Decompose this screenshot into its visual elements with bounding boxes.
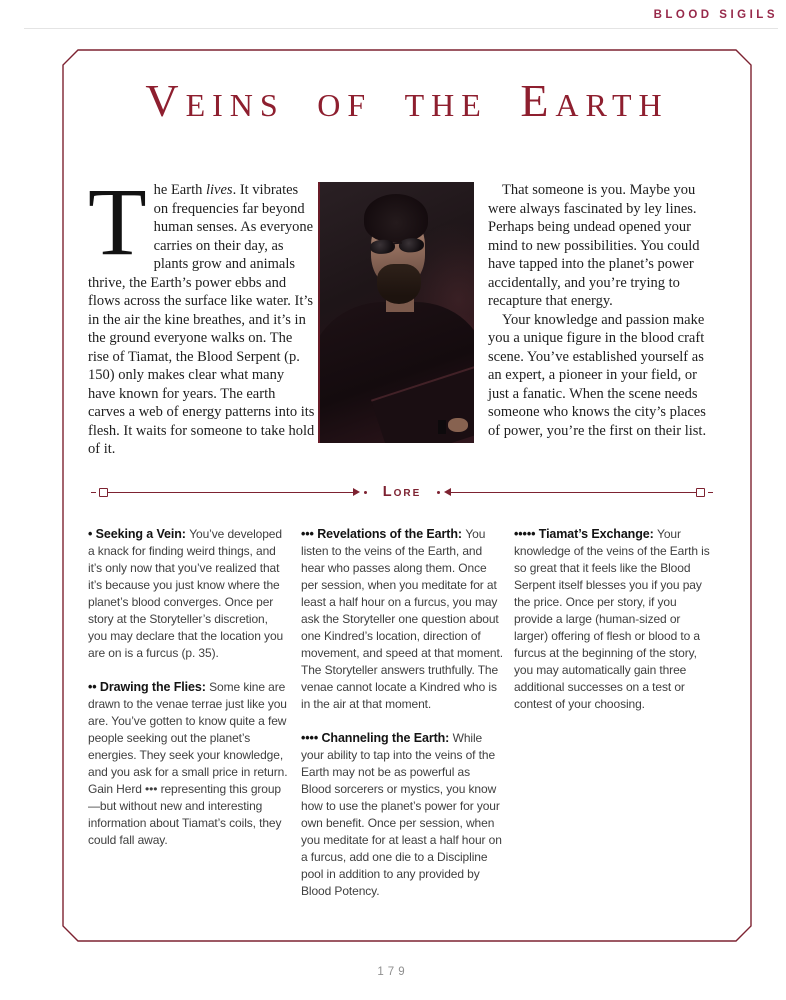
divider-arrow-left-icon [444,488,451,496]
lore-entry: ••• Revelations of the Earth: You listen to the veins of the Earth, and hear who passes along them. Once per session, when you meditate for at least a half hour on a furcus, you may ask the Storyteller one question about one Kindred’s location, direction of movement, and speed at that moment. The Storyteller answers truthfully. The venae cannot locate a Kindred who is in the air at that moment. [301,527,503,711]
lore-entry: • Seeking a Vein: You’ve developed a knack for finding weird things, and it’s only now that you’ve realized that it’s because you just know where the planet’s blood converges. Once per story at the Storyteller’s discretion, you may declare that the location you are on is a furcus (p. 35). [88,527,284,660]
divider-left-line [108,492,353,493]
intro-column-left [88,168,315,459]
running-header: BLOOD SIGILS [653,9,778,21]
lore-entry-heading: • Seeking a Vein: [88,527,190,541]
intro-paragraph-2: That someone is you. Maybe you were always fascinated by ley lines. Perhaps being undead opened your mind to new possibilities. You could have tapped into the planet’s power accidentally, and you’re trying to recapture that energy. [488,182,700,309]
divider-right-dot [437,491,440,494]
divider-left-dash [91,492,96,493]
divider-right-ornament [696,488,705,497]
lore-section [88,526,716,917]
lore-entry: ••••• Tiamat’s Exchange: Your knowledge of the veins of the Earth is so great that it feels like the Blood Serpent itself blesses you if you pay the price. Once per story, if you provide a large (human-sized or larger) offering of flesh or blood to a furcus at the beginning of the story, you may automatically gain three additional successes on a test or contest of your choosing. [514,527,710,711]
portrait-beard [377,264,421,304]
lore-divider [88,484,716,500]
lore-column [301,526,503,917]
divider-right-dash [708,492,713,493]
intro-italic-word: lives [205,182,233,198]
divider-left-ornament [99,488,108,497]
divider-arrow-right-icon [353,488,360,496]
intro-column-right [488,181,717,440]
page-title: Veins of the Earth [145,75,669,126]
portrait-watch [438,420,446,434]
lore-entry-heading: ••••• Tiamat’s Exchange: [514,527,658,541]
header-rule [24,28,778,29]
lore-entry: •• Drawing the Flies: Some kine are drawn to the venae terrae just like you are. You’ve gotten to know quite a few people seeking out the planet’s energies. They seek your knowledge, and you ask for a small price in return. Gain Herd ••• representing this group—but without new and interesting information about Tiamat’s coils, they could fall away. [88,680,288,847]
portrait-hand [448,418,468,432]
portrait-illustration [318,182,474,443]
intro-paragraph-1 [88,168,315,459]
sunglasses-icon [369,237,428,255]
divider-left-dot [364,491,367,494]
intro-text: he Earth [153,182,206,198]
divider-right-line [451,492,696,493]
lore-entry-heading: •••• Channeling the Earth: [301,731,453,745]
page-number: 179 [377,966,409,978]
intro-paragraph-3: Your knowledge and passion make you a unique figure in the blood craft scene. You’ve established yourself as an expert, a pioneer in your field, or just a fanatic. When the scene needs someone who knows the city’s places of power, you’re the first on their list. [488,311,707,439]
drop-cap: T [88,168,147,275]
lore-entry-heading: ••• Revelations of the Earth: [301,527,466,541]
portrait-hair [364,194,428,242]
lore-entry-heading: •• Drawing the Flies: [88,680,210,694]
lore-column [88,526,290,917]
divider-label: Lore [382,484,422,500]
lore-column [514,526,716,917]
intro-text-continued: . It vibrates on frequencies far beyond human senses. As everyone carries on their day, as plants grow and animals thrive, the Earth’s power ebbs and flows across the surface like water. It’s in the air the kine breathes, and it’s in the ground everyone walks on. The rise of Tiamat, the Blood Serpent (p. 150) only makes clear what many have known for years. The earth carves a web of energy patterns into its flesh. It waits for someone to take hold of it. [88,182,315,457]
lore-entry: •••• Channeling the Earth: While your ability to tap into the veins of the Earth may not be as powerful as Blood sorcerers or mystics, you know how to use the planet’s power for your own benefit. Once per session, when you meditate for at least a half hour on a furcus, add one die to a Discipline pool in addition to any provided by Blood Potency. [301,731,502,898]
